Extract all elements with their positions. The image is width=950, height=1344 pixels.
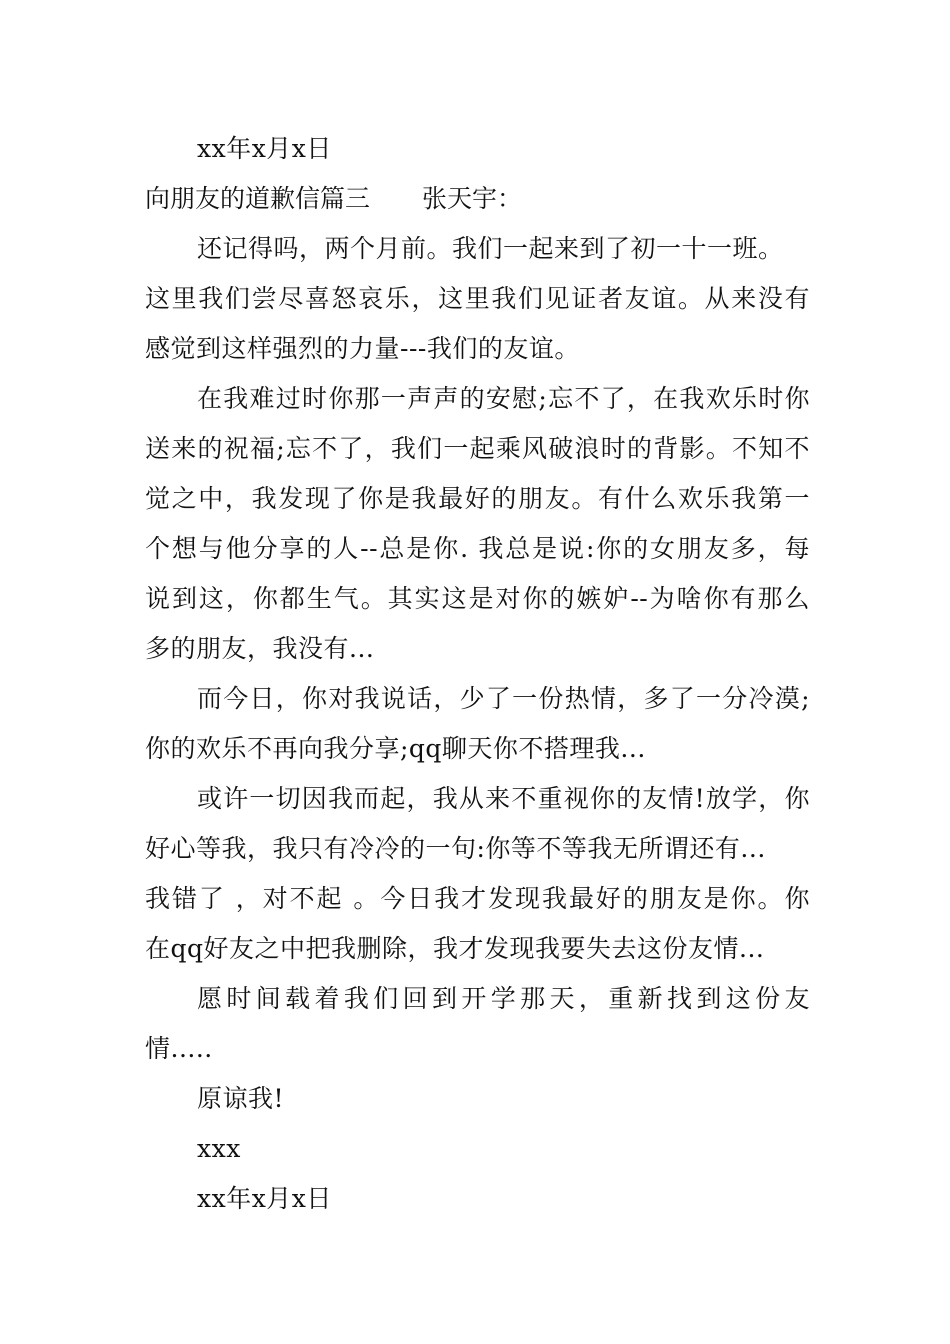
paragraph-line: 情.....	[145, 1034, 213, 1063]
paragraph-line: 在我难过时你那一声声的安慰;忘不了，在我欢乐时你	[197, 384, 810, 413]
paragraph-line: 多的朋友，我没有...	[145, 634, 375, 663]
top-date: xx年x月x日	[197, 134, 332, 163]
paragraph-line: 而今日，你对我说话，少了一份热情，多了一分冷漠;	[197, 684, 810, 713]
closing-apology: 原谅我!	[197, 1084, 285, 1113]
paragraph-line: 觉之中，我发现了你是我最好的朋友。有什么欢乐我第一	[145, 484, 810, 513]
paragraph-line: 在qq好友之中把我删除，我才发现我要失去这份友情...	[145, 934, 765, 963]
paragraph-line: 好心等我，我只有冷冷的一句:你等不等我无所谓还有...	[145, 834, 766, 863]
signature-date: xx年x月x日	[197, 1184, 332, 1213]
letter-heading	[145, 184, 522, 214]
paragraph-line: 送来的祝福;忘不了，我们一起乘风破浪时的背影。不知不	[145, 434, 810, 463]
signature-name: xxx	[197, 1134, 241, 1163]
paragraph-line: 个想与他分享的人--总是你. 我总是说:你的女朋友多，每	[145, 534, 810, 563]
paragraph-line: 感觉到这样强烈的力量---我们的友谊。	[145, 334, 580, 363]
paragraph-line: 还记得吗，两个月前。我们一起来到了初一十一班。	[197, 234, 784, 263]
paragraph-line: 或许一切因我而起，我从来不重视你的友情!放学，你	[197, 784, 810, 813]
paragraph-line: 愿时间载着我们回到开学那天，重新找到这份友	[197, 984, 810, 1013]
paragraph-line: 我错了 ，对不起 。今日我才发现我最好的朋友是你。你	[145, 884, 810, 913]
paragraph-line: 你的欢乐不再向我分享;qq聊天你不搭理我...	[145, 734, 646, 763]
letter-title: 向朋友的道歉信篇三	[145, 184, 371, 213]
recipient-salutation: 张天宇：	[422, 184, 523, 213]
paragraph-line: 说到这，你都生气。其实这是对你的嫉妒--为啥你有那么	[145, 584, 810, 613]
paragraph-line: 这里我们尝尽喜怒哀乐，这里我们见证者友谊。从来没有	[145, 284, 810, 313]
